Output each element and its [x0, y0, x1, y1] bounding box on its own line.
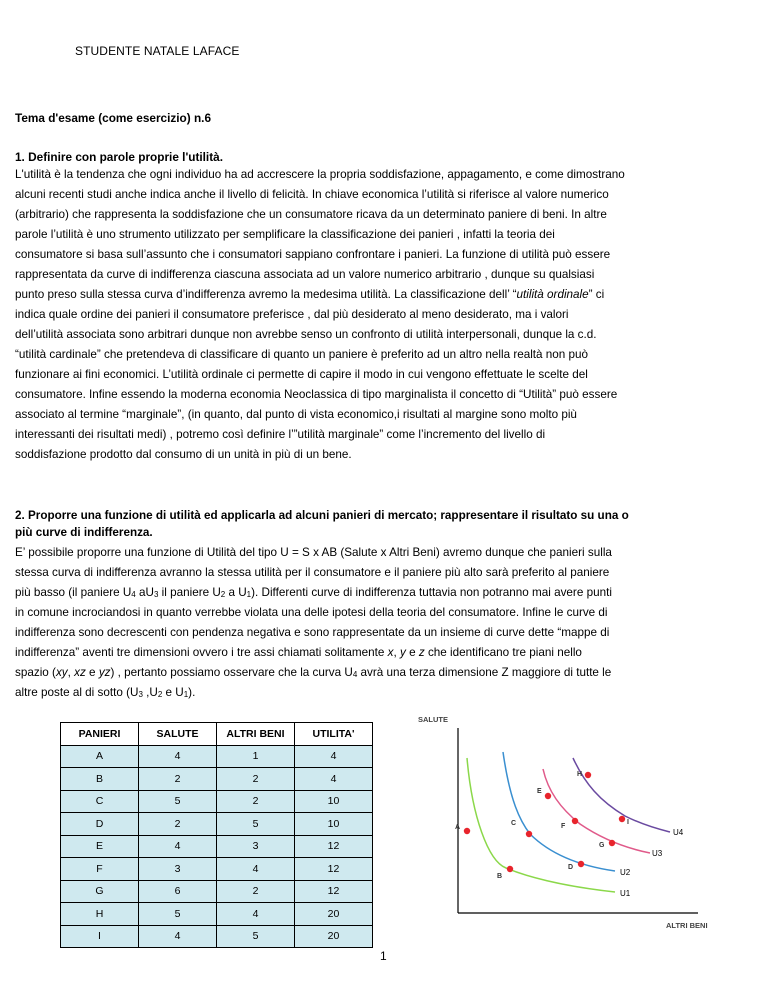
q1-line: dell’utilità associata sono arbitrari dunque non avrebbe senso un confronto di utilità interpersonali, dunque la c.d.: [15, 328, 597, 341]
table-cell: 10: [295, 790, 373, 813]
q2-line: stessa curva di indifferenza avranno la stessa utilità per il consumatore e il paniere più alto sarà preferito al paniere: [15, 566, 610, 579]
q2-paragraph: [15, 543, 720, 703]
q2-line: E’ possibile proporre una funzione di Utilità del tipo U = S x AB (Salute x Altri Beni) avremo dunque che panieri sulla: [15, 546, 612, 559]
table-cell: 4: [139, 835, 217, 858]
q1-line: soddisfazione prodotto dal consumo di un unità in più di un bene.: [15, 448, 352, 461]
italic-term: utilità ordinale: [516, 288, 589, 301]
table-row: [61, 768, 373, 791]
point-b: [507, 866, 513, 872]
point-label: G: [599, 842, 605, 849]
table-cell: G: [61, 880, 139, 903]
table-cell: 1: [217, 745, 295, 768]
table-cell: A: [61, 745, 139, 768]
point-i: [619, 816, 625, 822]
table-cell: F: [61, 858, 139, 881]
curve-label: U3: [652, 849, 663, 858]
q1-line: indica quale ordine dei panieri il consumatore preferisce , dal più desiderato al meno desiderato, ma i valori: [15, 308, 569, 321]
table-cell: 20: [295, 925, 373, 948]
q2-line: in comune incrociandosi in quanto verrebbe violata una delle ipotesi della teoria del consumatore. Infine le curve di: [15, 606, 608, 619]
point-e: [545, 793, 551, 799]
table-cell: 2: [139, 768, 217, 791]
q1-line: L'utilità è la tendenza che ogni individuo ha ad accrescere la propria soddisfazione, appagamento, e come dimostrano: [15, 168, 625, 181]
table-cell: 3: [217, 835, 295, 858]
table-cell: H: [61, 903, 139, 926]
indifference-curves-chart: [400, 706, 708, 936]
point-label: A: [455, 824, 461, 831]
table-row: [61, 858, 373, 881]
table-row: [61, 925, 373, 948]
table-row: [61, 813, 373, 836]
q2-line: spazio (xy, xz e yz) , pertanto possiamo osservare che la curva $U_4$ avrà una terza dimensione Z maggiore di tutte le: [15, 666, 612, 679]
table-cell: 5: [139, 790, 217, 813]
curve-label: U4: [673, 828, 684, 837]
q1-line: (arbitrario) che rappresenta la soddisfazione che un consumatore ricava da un determinato paniere di beni. In altre: [15, 208, 607, 221]
point-g: [609, 840, 615, 846]
q1-line: “utilità cardinale” che pretendeva di classificare di quanto un paniere è preferito ad un altro nella realtà non può: [15, 348, 589, 361]
panieri-table: [60, 722, 373, 948]
point-label: C: [511, 820, 517, 827]
table-row: [61, 790, 373, 813]
point-label: E: [537, 788, 542, 795]
table-cell: 6: [139, 880, 217, 903]
q2-heading: 2. Proporre una funzione di utilità ed applicarla ad alcuni panieri di mercato; rappresentare il risultato su una o più curve di indifferenza.: [15, 509, 629, 539]
q2-line: più basso (il paniere $U_4$ $aU_3$ il paniere $U_2$ a $U_1$). Differenti curve di indifferenza tuttavia non potranno mai avere punti: [15, 586, 612, 599]
table-header: ALTRI BENI: [217, 723, 295, 746]
q1-heading: 1. Definire con parole proprie l'utilità.: [15, 150, 223, 164]
table-cell: 4: [295, 768, 373, 791]
curve-u2: [503, 752, 615, 871]
table-row: [61, 903, 373, 926]
q1-line: interessanti dei risultati medi) , potremo così definire l’”utilità marginale” come l’incremento del livello di: [15, 428, 546, 441]
point-h: [585, 772, 591, 778]
point-label: B: [497, 873, 503, 880]
table-cell: 10: [295, 813, 373, 836]
table-row: [61, 745, 373, 768]
table-row: [61, 880, 373, 903]
point-label: D: [568, 864, 574, 871]
page-number: 1: [380, 949, 387, 963]
curve-u1: [467, 758, 615, 892]
table-cell: 2: [217, 790, 295, 813]
q1-line: parole l’utilità è uno strumento utilizzato per semplificare la classificazione dei panieri , infatti la teoria dei: [15, 228, 555, 241]
table-cell: 5: [139, 903, 217, 926]
q1-line: rappresentata da curve di indifferenza ciascuna associata ad un valore numerico arbitrario , dunque su qualsiasi: [15, 268, 595, 281]
q2-line: altre poste al di sotto ($U_3$ $,U_2$ e $U_1$).: [15, 686, 196, 699]
q2-line: indifferenza” aventi tre dimensioni ovvero i tre assi chiamati solitamente x, y e z che identificano tre piani nello: [15, 646, 582, 659]
curve-label: U1: [620, 889, 631, 898]
table-cell: 2: [139, 813, 217, 836]
x-axis-label: ALTRI BENI: [666, 921, 708, 930]
table-cell: 4: [295, 745, 373, 768]
q2-line: indifferenza sono decrescenti con pendenza negativa e sono rappresentate da un insieme di curve dette “mappe di: [15, 626, 610, 639]
table-cell: 4: [217, 903, 295, 926]
table-cell: C: [61, 790, 139, 813]
table-header: UTILITA': [295, 723, 373, 746]
table-cell: D: [61, 813, 139, 836]
q1-line: funzionare ai fini economici. L’utilità ordinale ci permette di capire il modo in cui vengono effettuate le scelte del: [15, 368, 588, 381]
table-cell: 12: [295, 880, 373, 903]
q1-line: associato al termine “marginale”, (in quanto, dal punto di vista economico,i risultati al margine sono molto più: [15, 408, 577, 421]
point-f: [572, 818, 578, 824]
table-header: SALUTE: [139, 723, 217, 746]
point-label: H: [577, 771, 583, 778]
point-c: [526, 831, 532, 837]
table-cell: 12: [295, 835, 373, 858]
student-name: STUDENTE NATALE LAFACE: [75, 44, 240, 58]
q1-line: consumatore si basa sull’assunto che i consumatori sappiano confrontare i panieri. La funzione di utilità può essere: [15, 248, 611, 261]
table-cell: I: [61, 925, 139, 948]
point-label: I: [627, 819, 629, 826]
table-cell: 2: [217, 768, 295, 791]
table-cell: 4: [139, 925, 217, 948]
table-cell: 3: [139, 858, 217, 881]
table-cell: 4: [139, 745, 217, 768]
curve-label: U2: [620, 868, 631, 877]
table-cell: 5: [217, 813, 295, 836]
table-row: [61, 835, 373, 858]
table-cell: 20: [295, 903, 373, 926]
table-header-row: [61, 723, 373, 746]
table-cell: 12: [295, 858, 373, 881]
exam-title: Tema d'esame (come esercizio) n.6: [15, 111, 212, 125]
table-cell: 4: [217, 858, 295, 881]
table-cell: 2: [217, 880, 295, 903]
q1-line: alcuni recenti studi anche indica anche il livello di felicità. In chiave economica l’utilità si riferisce al valore numerico: [15, 188, 609, 201]
y-axis-label: SALUTE: [418, 715, 448, 724]
q1-line: consumatore. Infine essendo la moderna economia Neoclassica di tipo marginalista il concetto di “Utilità” può essere: [15, 388, 618, 401]
table-cell: B: [61, 768, 139, 791]
table-cell: 5: [217, 925, 295, 948]
curve-u3: [543, 769, 650, 853]
table-header: PANIERI: [61, 723, 139, 746]
table-cell: E: [61, 835, 139, 858]
point-d: [578, 861, 584, 867]
q1-line: punto preso sulla stessa curva d’indifferenza avremo la medesima utilità. La classificazione dell’ “utilità ordinale” ci: [15, 288, 605, 301]
point-label: F: [561, 823, 566, 830]
point-a: [464, 828, 470, 834]
q1-paragraph: [15, 165, 720, 465]
